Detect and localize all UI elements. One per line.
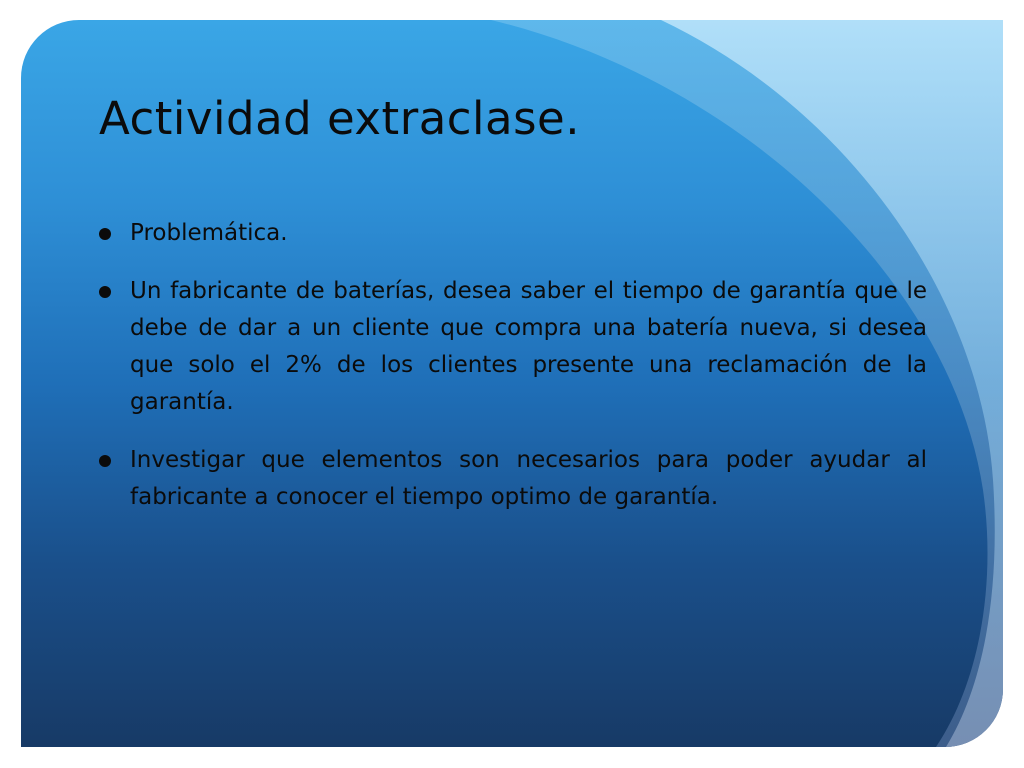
bullet-dot-icon bbox=[99, 455, 111, 467]
bullet-dot-icon bbox=[99, 286, 111, 298]
bullet-text: Un fabricante de baterías, desea saber el tiempo de garantía que le debe de dar a un cliente que compra una batería nueva, si desea que solo el 2% de los clientes presente una reclamación de la garantía. bbox=[130, 278, 927, 415]
bullet-item bbox=[99, 273, 927, 421]
bullet-dot-icon bbox=[99, 228, 111, 240]
bullet-item bbox=[99, 215, 927, 252]
bullet-item bbox=[99, 442, 927, 516]
bullet-text: Investigar que elementos son necesarios para poder ayudar al fabricante a conocer el tiempo optimo de garantía. bbox=[130, 447, 927, 510]
slide bbox=[21, 20, 1003, 747]
slide-title: Actividad extraclase. bbox=[99, 92, 581, 145]
bullet-list bbox=[99, 215, 927, 537]
bullet-text: Problemática. bbox=[130, 220, 288, 246]
